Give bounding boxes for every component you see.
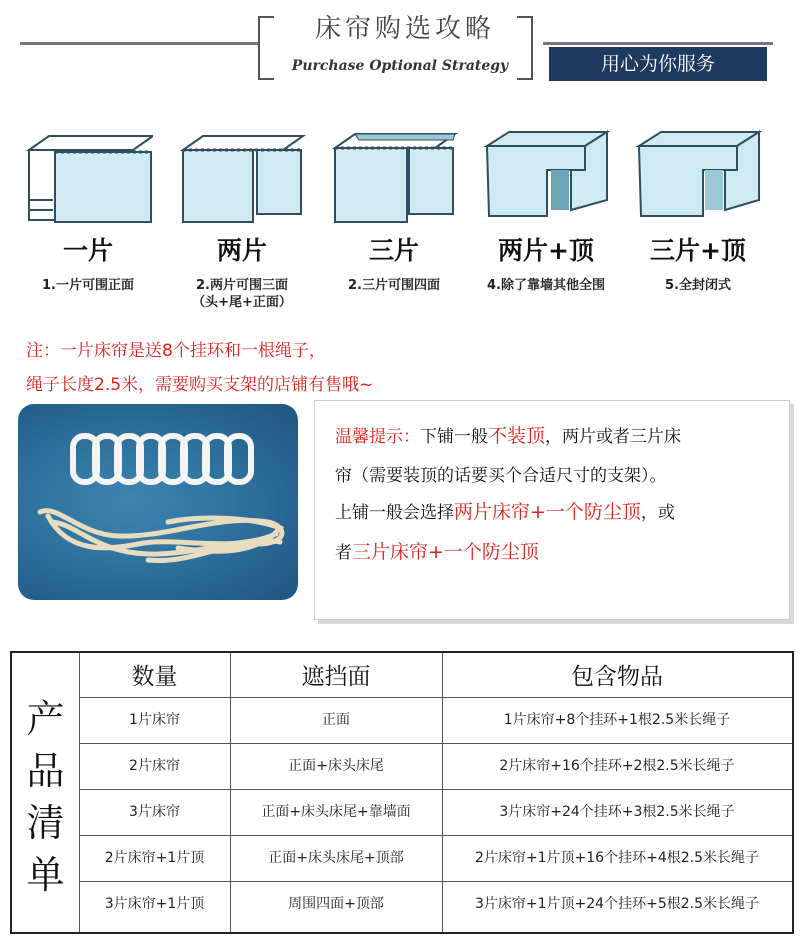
tip-highlight: 不装顶	[488, 425, 546, 447]
page-subtitle: Purchase Optional Strategy	[291, 58, 509, 74]
type-two-panels-top	[478, 130, 614, 294]
header-rule-left	[20, 42, 258, 45]
type-description: 1.一片可围正面	[42, 278, 134, 293]
side-label-char: 品	[26, 749, 65, 793]
tip-highlight: 两片床帘+一个防尘顶	[454, 501, 641, 523]
column-header-coverage: 遮挡面	[301, 664, 371, 690]
type-two-panels	[174, 130, 310, 311]
rings-and-rope-image	[18, 404, 298, 600]
tip-line-3	[335, 497, 675, 524]
note-line-2: 绳子长度2.5米，需要购买支架的店铺有售哦~	[26, 375, 374, 395]
type-name: 两片+顶	[498, 236, 594, 265]
bed-three-panels-illustration	[329, 130, 459, 225]
column-header-contents: 包含物品	[571, 664, 663, 690]
table-cell: 周围四面+顶部	[288, 896, 384, 912]
side-label-char: 产	[26, 697, 65, 741]
tip-highlight: 三片床帘+一个防尘顶	[352, 541, 539, 563]
table-cell: 正面	[322, 712, 350, 728]
type-name: 两片	[216, 236, 267, 265]
tip-line-2: 帘（需要装顶的话要买个合适尺寸的支架）。	[335, 466, 667, 486]
table-cell: 1片床帘	[129, 712, 180, 728]
tip-line-1	[335, 421, 681, 448]
bed-one-panel-illustration	[23, 130, 153, 225]
column-header-quantity: 数量	[131, 664, 178, 690]
type-description: 4.除了靠墙其他全围	[487, 278, 605, 293]
table-cell: 正面+床头床尾+靠墙面	[261, 804, 411, 820]
table-cell: 正面+床头床尾+顶部	[268, 850, 404, 866]
tip-line-4	[335, 537, 539, 564]
type-name: 一片	[62, 236, 113, 265]
type-three-panels	[326, 130, 462, 294]
table-cell: 3片床帘+1片顶	[104, 896, 205, 912]
tip-text: ，或	[640, 503, 675, 523]
type-description-line: 2.两片可围三面	[196, 278, 288, 293]
type-three-panels-top	[630, 130, 766, 294]
accessory-photo	[18, 404, 298, 600]
tip-text: ，两片或者三片床	[545, 427, 682, 447]
type-description: 5.全封闭式	[665, 278, 731, 293]
table-cell: 1片床帘+8个挂环+1根2.5米长绳子	[503, 712, 731, 728]
type-one-panel	[20, 130, 156, 294]
side-label-char: 单	[26, 853, 65, 897]
tip-text: 者	[335, 543, 352, 563]
table-cell: 3片床帘	[129, 804, 180, 820]
table-cell: 正面+床头床尾	[288, 758, 384, 774]
table-cell: 2片床帘	[129, 758, 180, 774]
type-description: 2.三片可围四面	[348, 278, 440, 293]
type-description-line: （头+尾+正面）	[192, 295, 292, 310]
page-title: 床帘购选攻略	[314, 14, 495, 44]
product-list-table	[10, 651, 794, 934]
table-cell: 2片床帘+1片顶	[104, 850, 205, 866]
table-cell: 2片床帘+1片顶+16个挂环+4根2.5米长绳子	[475, 850, 759, 866]
side-label-char: 清	[26, 801, 65, 845]
service-badge: 用心为你服务	[549, 47, 767, 81]
tip-text: 下铺一般	[420, 427, 488, 447]
tip-label: 温馨提示：	[335, 427, 420, 447]
bed-two-panels-top-illustration	[481, 130, 611, 225]
bed-two-panels-illustration	[177, 130, 307, 225]
table-cell: 3片床帘+1片顶+24个挂环+5根2.5米长绳子	[475, 896, 759, 912]
type-name: 三片+顶	[650, 236, 746, 265]
bed-three-panels-top-illustration	[633, 130, 763, 225]
tip-text: 上铺一般会选择	[335, 503, 454, 523]
header-bracket-left	[258, 16, 274, 80]
tip-box	[314, 400, 790, 620]
note-line-1: 注：一片床帘是送8个挂环和一根绳子，	[26, 341, 326, 361]
table-side-label	[12, 693, 79, 901]
type-description	[174, 277, 310, 311]
type-name: 三片	[368, 236, 419, 265]
table-cell: 3片床帘+24个挂环+3根2.5米长绳子	[499, 804, 735, 820]
header-rule-right	[543, 42, 773, 45]
table-cell: 2片床帘+16个挂环+2根2.5米长绳子	[499, 758, 735, 774]
